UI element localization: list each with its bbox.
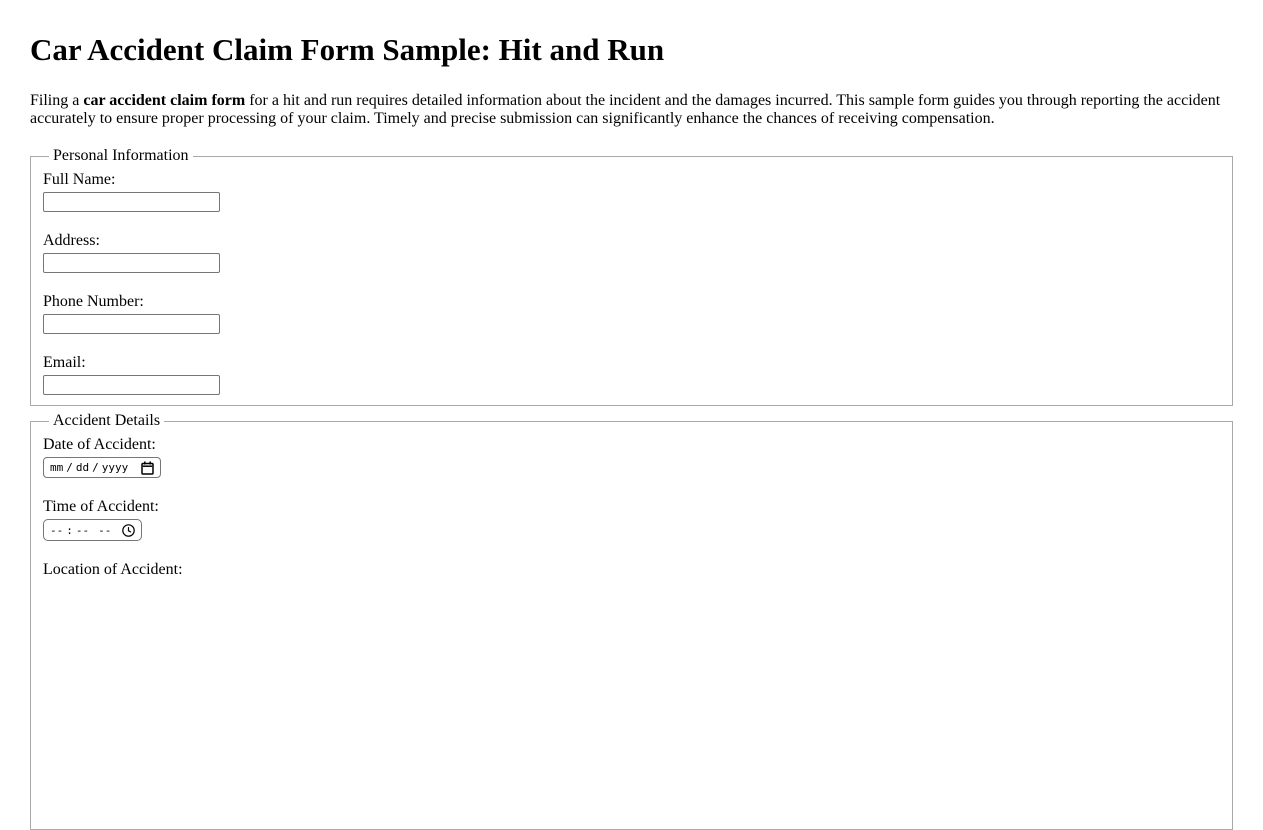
date-month-segment[interactable]: mm — [50, 461, 64, 474]
time-of-accident-field-group — [43, 498, 1220, 541]
date-placeholder — [50, 461, 128, 474]
accident-details-section — [30, 412, 1233, 830]
full-name-field-group — [43, 171, 1220, 212]
date-separator: / — [92, 461, 99, 474]
email-input[interactable] — [43, 375, 220, 395]
address-input[interactable] — [43, 253, 220, 273]
email-field-group — [43, 354, 1220, 395]
email-label: Email: — [43, 354, 86, 371]
intro-paragraph — [30, 92, 1233, 128]
date-of-accident-input[interactable] — [43, 457, 161, 478]
intro-text-after: for a hit and run requires detailed information about the incident and the damages incurred. This sample form guides you through reporting the accident accurately to ensure proper processing of your claim. Timely and precise submission can significantly enhance the chances of receiving compensation. — [30, 92, 1221, 127]
time-hour-segment[interactable]: -- — [50, 523, 64, 537]
date-year-segment[interactable]: yyyy — [101, 461, 129, 474]
time-minute-segment[interactable]: -- — [75, 523, 90, 537]
phone-number-input[interactable] — [43, 314, 220, 334]
time-of-accident-label: Time of Accident: — [43, 498, 159, 515]
address-label: Address: — [43, 232, 100, 249]
intro-text-before: Filing a — [30, 92, 84, 109]
claim-form — [30, 147, 1233, 830]
time-meridiem-segment[interactable]: -- — [98, 523, 112, 537]
accident-details-legend: Accident Details — [53, 412, 161, 429]
location-of-accident-field-group — [43, 561, 1220, 579]
time-placeholder — [50, 524, 111, 537]
phone-number-label: Phone Number: — [43, 293, 144, 310]
page-title: Car Accident Claim Form Sample: Hit and Run — [30, 32, 665, 67]
personal-information-legend: Personal Information — [53, 147, 189, 164]
clock-icon[interactable] — [122, 524, 135, 537]
full-name-input[interactable] — [43, 192, 220, 212]
date-of-accident-label: Date of Accident: — [43, 436, 156, 453]
date-day-segment[interactable]: dd — [75, 461, 90, 474]
date-separator: / — [66, 461, 73, 474]
address-field-group — [43, 232, 1220, 273]
personal-information-section — [30, 147, 1233, 406]
intro-bold-phrase: car accident claim form — [83, 92, 246, 109]
location-of-accident-label: Location of Accident: — [43, 561, 183, 578]
date-of-accident-field-group — [43, 436, 1220, 478]
calendar-icon[interactable] — [141, 461, 154, 475]
time-separator: : — [66, 523, 73, 537]
phone-number-field-group — [43, 293, 1220, 334]
full-name-label: Full Name: — [43, 171, 116, 188]
